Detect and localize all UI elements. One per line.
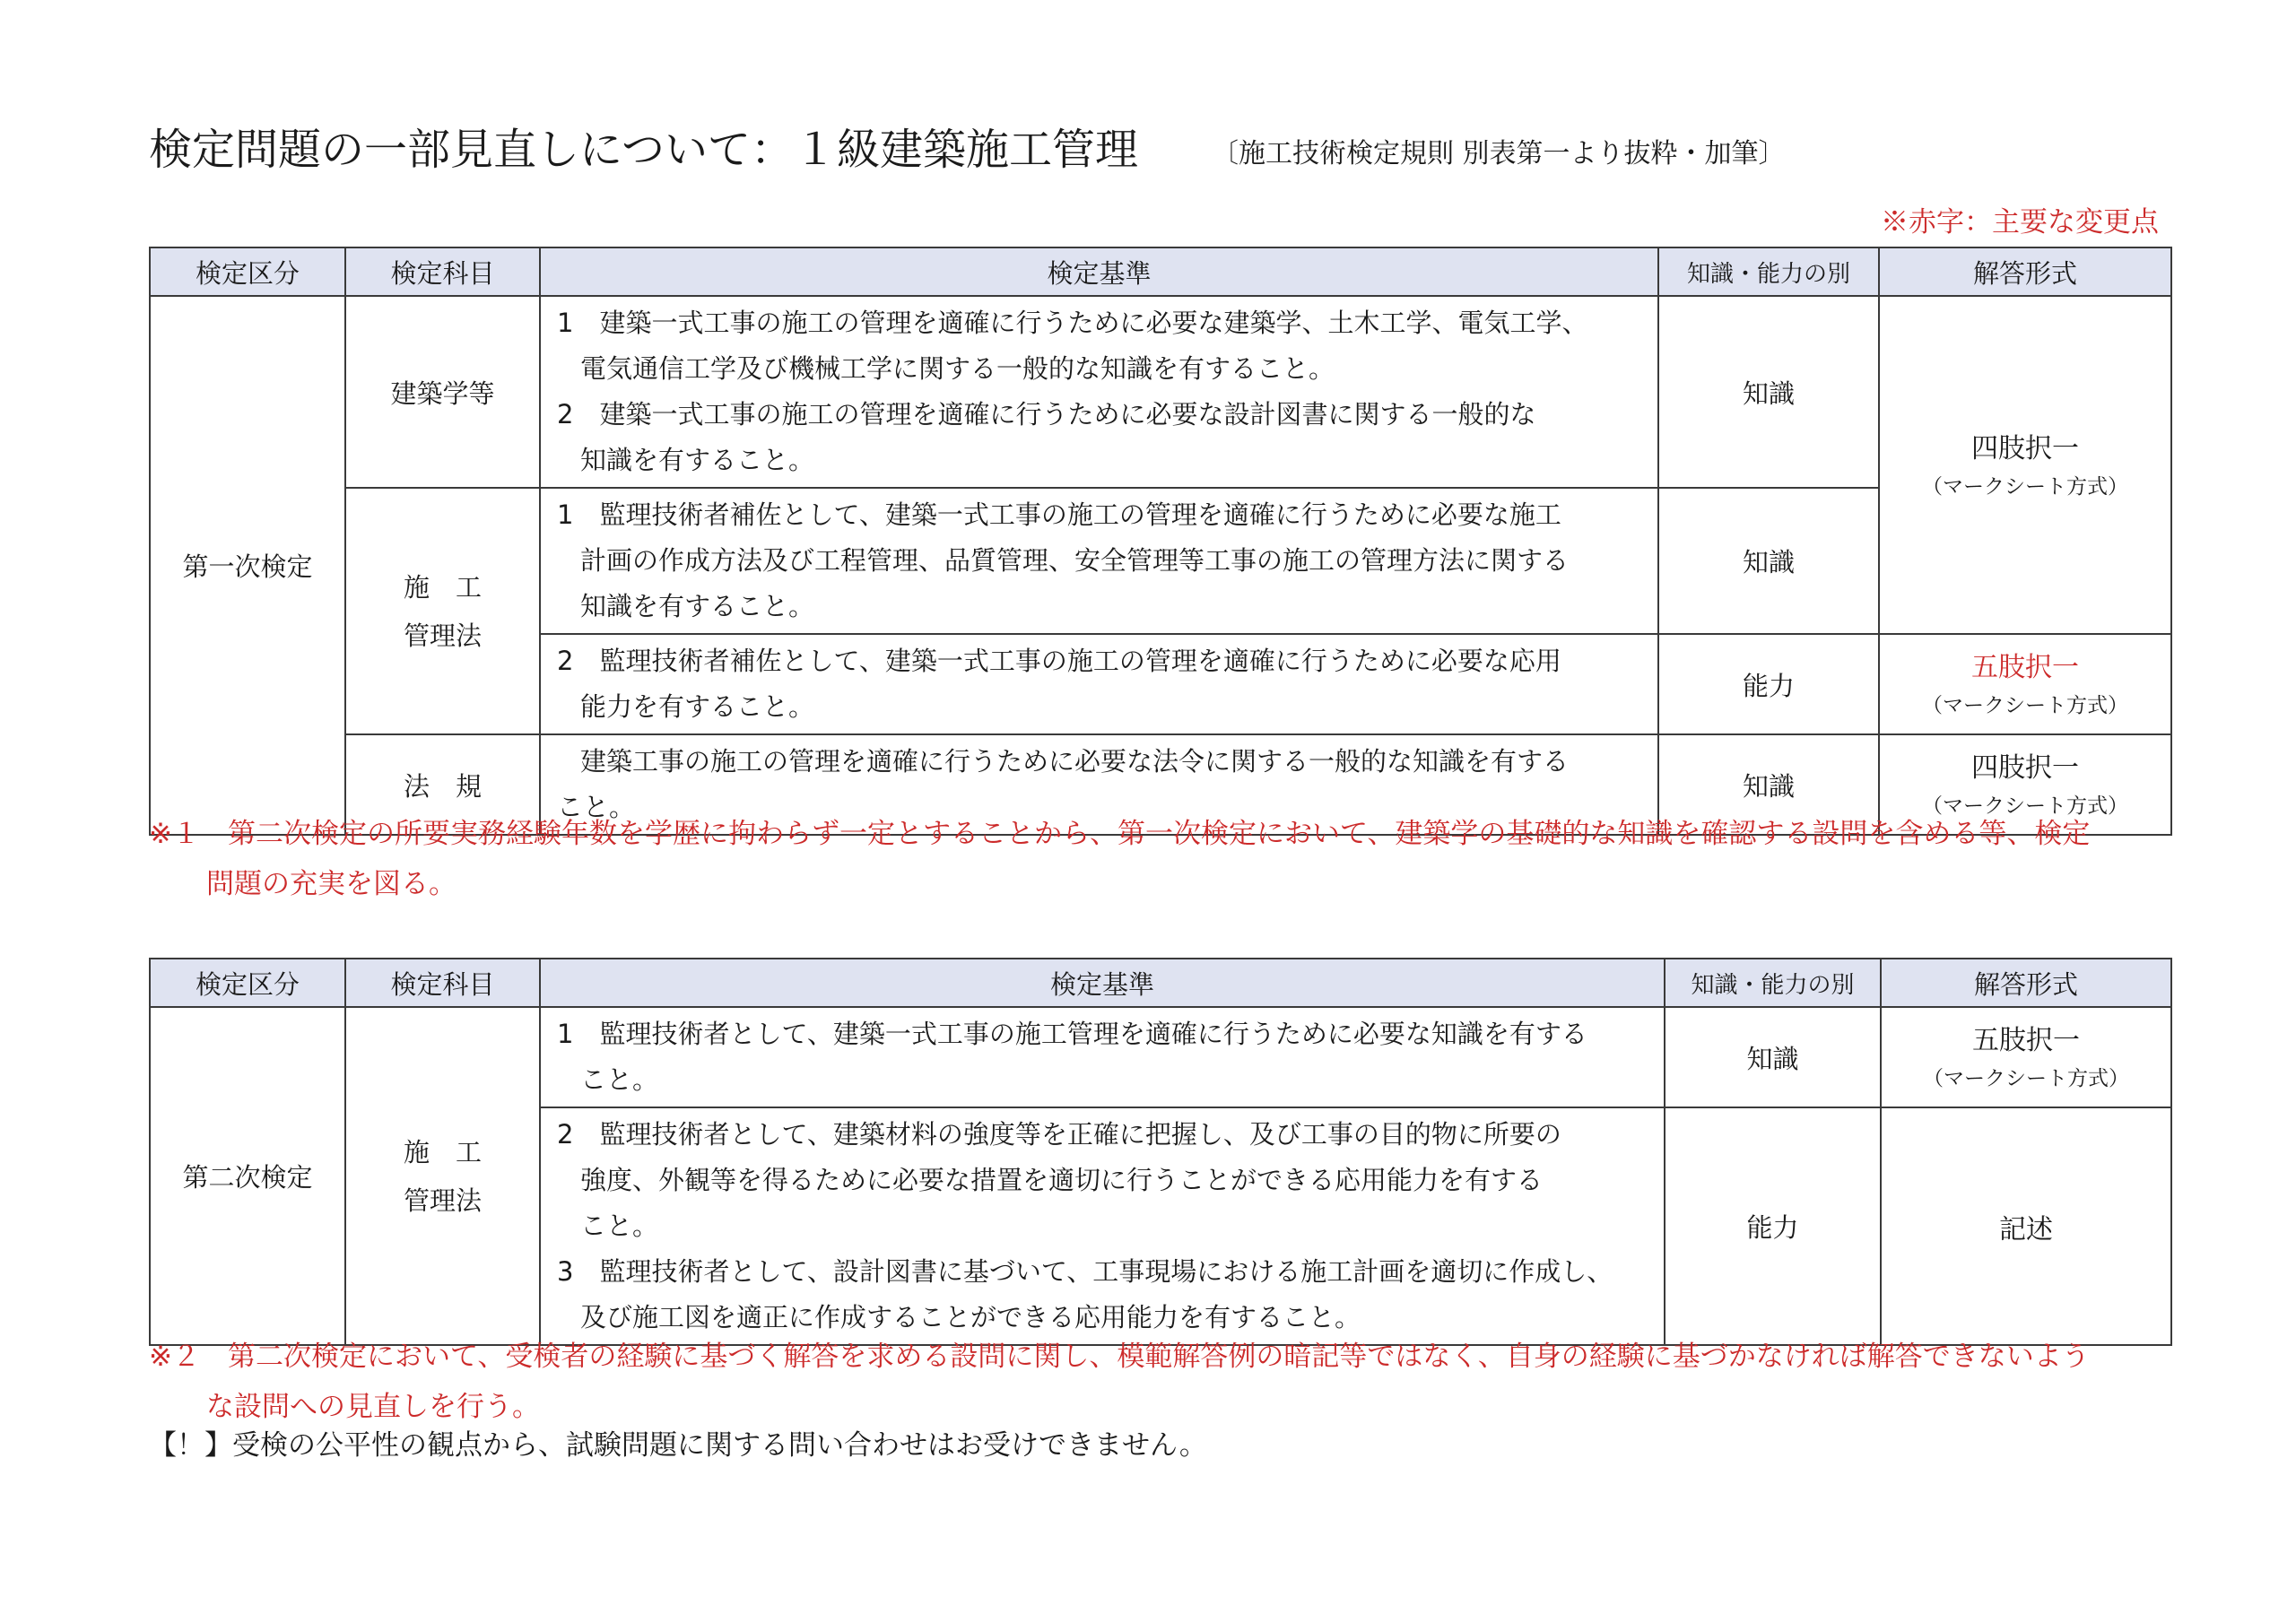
subject-cell: 建築学等 (345, 296, 540, 488)
exam-category-cell: 第一次検定 (150, 296, 345, 835)
criteria-line: 2 監理技術者補佐として、建築一式工事の施工の管理を適確に行うために必要な応用 (557, 646, 1561, 676)
format-sub: （マークシート方式） (1922, 474, 2128, 499)
caution-note: 【！】受検の公平性の観点から、試験問題に関する問い合わせはお受けできません。 (149, 1429, 1207, 1462)
type-cell: 能力 (1665, 1107, 1881, 1345)
criteria-line: 2 監理技術者として、建築材料の強度等を正確に把握し、及び工事の目的物に所要の (557, 1119, 1561, 1150)
table-row (150, 488, 2171, 634)
title-row (149, 115, 2158, 187)
note-line: ※１ 第二次検定の所要実務経験年数を学歴に拘わらず一定とすることから、第一次検定において、建築学の基礎的な知識を確認する設問を含める等、検定 (149, 818, 2091, 850)
header-type: 知識・能力の別 (1658, 247, 1879, 296)
table-row (150, 296, 2171, 488)
header-category: 検定区分 (150, 959, 345, 1007)
format-sub: （マークシート方式） (1922, 794, 2128, 818)
table-header-row (150, 959, 2171, 1007)
criteria-cell (540, 634, 1658, 734)
header-format: 解答形式 (1879, 247, 2171, 296)
subject-line: 施 工 (403, 1136, 482, 1167)
criteria-line: こと。 (557, 792, 636, 822)
first-exam-table (149, 247, 2172, 836)
format-cell (1879, 296, 2171, 634)
note-line: な設問への見直しを行う。 (206, 1391, 540, 1423)
criteria-line: 計画の作成方法及び工程管理、品質管理、安全管理等工事の施工の管理方法に関する (580, 545, 1570, 576)
type-cell: 知識 (1658, 296, 1879, 488)
header-category: 検定区分 (150, 247, 345, 296)
criteria-line: 知識を有すること。 (580, 445, 815, 475)
format-cell (1881, 1007, 2171, 1107)
criteria-line: 1 監理技術者として、建築一式工事の施工管理を適確に行うために必要な知識を有する (557, 1019, 1587, 1049)
type-cell: 能力 (1658, 634, 1879, 734)
format-cell (1879, 634, 2171, 734)
header-format: 解答形式 (1881, 959, 2171, 1007)
format-main: 四肢択一 (1971, 432, 2079, 464)
criteria-cell (540, 296, 1658, 488)
page-subtitle: 〔施工技術検定規則 別表第一より抜粋・加筆〕 (1212, 138, 1786, 169)
criteria-line: 及び施工図を適正に作成することができる応用能力を有すること。 (580, 1302, 1361, 1332)
format-sub: （マークシート方式） (1922, 694, 2128, 717)
subject-cell (345, 1007, 540, 1345)
format-cell: 記述 (1881, 1107, 2171, 1345)
second-exam-table (149, 958, 2172, 1346)
criteria-line: 知識を有すること。 (580, 591, 815, 621)
criteria-line: 2 建築一式工事の施工の管理を適確に行うために必要な設計図書に関する一般的な (557, 399, 1536, 430)
note-1 (149, 809, 2167, 909)
criteria-line: 3 監理技術者として、設計図書に基づいて、工事現場における施工計画を適切に作成し、 (557, 1256, 1613, 1287)
criteria-line: 能力を有すること。 (580, 691, 815, 722)
header-criteria: 検定基準 (540, 247, 1658, 296)
subject-line: 管理法 (403, 1185, 482, 1216)
header-type: 知識・能力の別 (1665, 959, 1881, 1007)
note-line: 問題の充実を図る。 (206, 868, 457, 900)
format-main: 四肢択一 (1971, 752, 2079, 784)
exam-category-cell: 第二次検定 (150, 1007, 345, 1345)
subject-cell: 法 規 (345, 734, 540, 835)
type-cell: 知識 (1665, 1007, 1881, 1107)
criteria-line: 建築工事の施工の管理を適確に行うために必要な法令に関する一般的な知識を有する (580, 746, 1570, 777)
subject-cell (345, 488, 540, 734)
type-cell: 知識 (1658, 488, 1879, 634)
table-row (150, 1007, 2171, 1107)
criteria-cell (540, 1107, 1665, 1345)
criteria-cell (540, 1007, 1665, 1107)
header-criteria: 検定基準 (540, 959, 1665, 1007)
format-main: 五肢択一 (1972, 1025, 2080, 1056)
format-sub: （マークシート方式） (1923, 1067, 2129, 1090)
criteria-line: こと。 (580, 1064, 659, 1095)
legend-note: ※赤字：主要な変更点 (1881, 206, 2159, 239)
criteria-line: 強度、外観等を得るために必要な措置を適切に行うことができる応用能力を有する (580, 1165, 1544, 1195)
type-cell: 知識 (1658, 734, 1879, 835)
header-subject: 検定科目 (345, 247, 540, 296)
table-header-row (150, 247, 2171, 296)
subject-line: 施 工 (403, 571, 482, 603)
criteria-cell (540, 488, 1658, 634)
criteria-line: こと。 (580, 1211, 659, 1241)
criteria-line: 電気通信工学及び機械工学に関する一般的な知識を有すること。 (580, 353, 1335, 384)
header-subject: 検定科目 (345, 959, 540, 1007)
note-line: ※２ 第二次検定において、受検者の経験に基づく解答を求める設問に関し、模範解答例の暗記等ではなく、自身の経験に基づかなければ解答できないよう (149, 1341, 2090, 1373)
subject-line: 管理法 (403, 620, 482, 651)
format-main: 五肢択一 (1971, 652, 2079, 683)
criteria-line: 1 監理技術者補佐として、建築一式工事の施工の管理を適確に行うために必要な施工 (557, 499, 1561, 530)
page-title: 検定問題の一部見直しについて：１級建築施工管理 (149, 125, 1139, 175)
note-2 (149, 1332, 2167, 1432)
criteria-line: 1 建築一式工事の施工の管理を適確に行うために必要な建築学、土木工学、電気工学、 (557, 308, 1588, 338)
